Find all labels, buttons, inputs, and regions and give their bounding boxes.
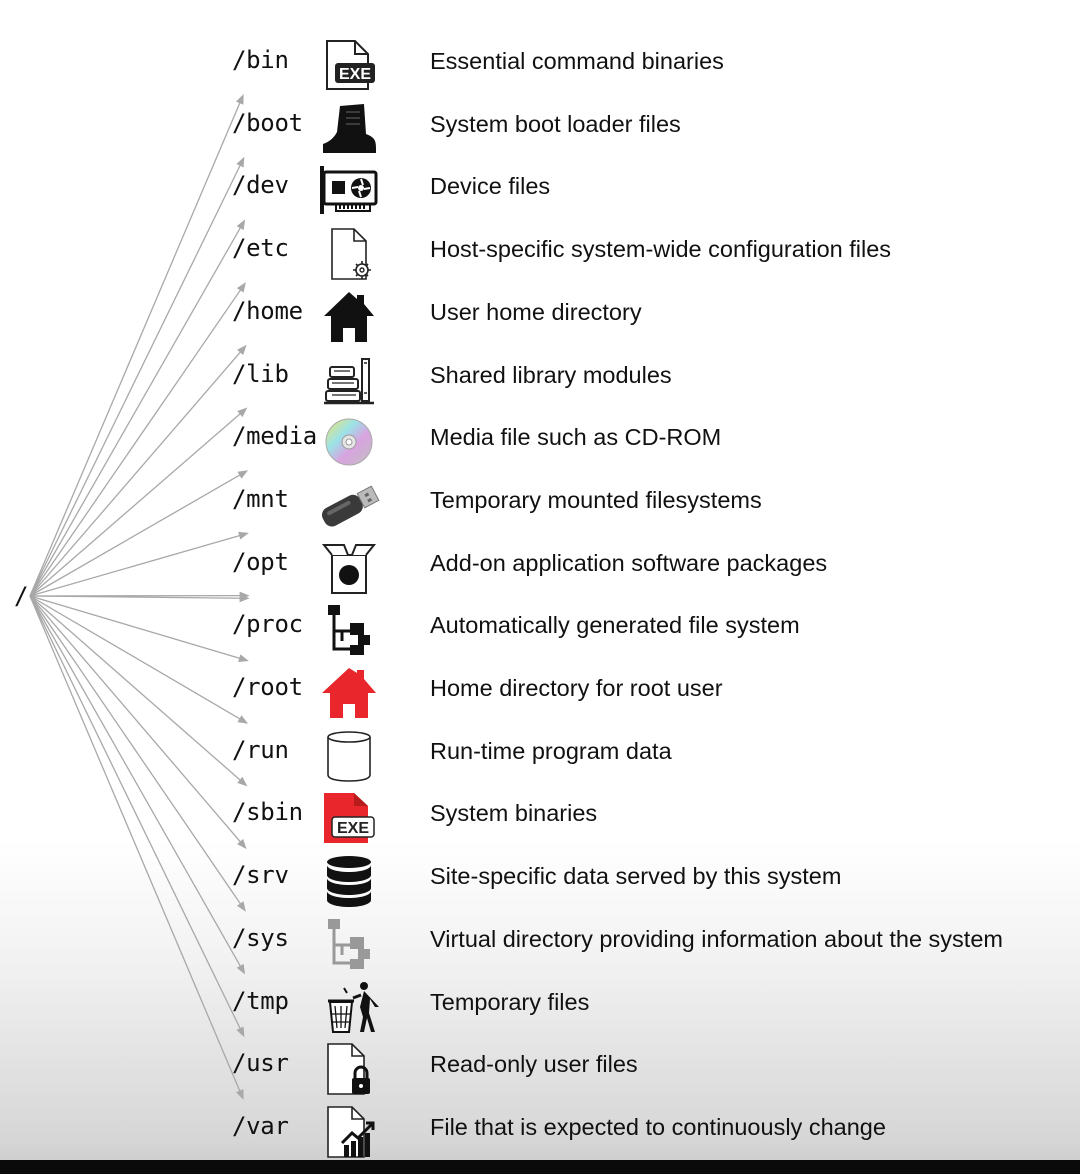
- directory-path: /tmp: [232, 986, 289, 1015]
- library-books-icon: [318, 353, 380, 407]
- directory-row: [0, 1100, 1080, 1162]
- directory-description: Add-on application software packages: [430, 549, 828, 576]
- config-file-icon: [318, 227, 380, 281]
- directory-row: [0, 222, 1080, 284]
- directory-description: System boot loader files: [430, 110, 681, 137]
- directory-description: User home directory: [430, 298, 642, 325]
- directory-row: [0, 410, 1080, 472]
- boot-icon: [318, 102, 380, 156]
- directory-row: [0, 285, 1080, 347]
- directory-row: [0, 912, 1080, 974]
- directory-description: Read-only user files: [430, 1051, 638, 1078]
- directory-description: File that is expected to continuously change: [430, 1113, 886, 1140]
- directory-description: Automatically generated file system: [430, 612, 800, 639]
- directory-path: /mnt: [232, 484, 289, 513]
- directory-row: [0, 786, 1080, 848]
- directory-path: /var: [232, 1111, 289, 1140]
- directory-row: [0, 34, 1080, 96]
- directory-row: [0, 598, 1080, 660]
- directory-row: [0, 159, 1080, 221]
- directory-description: Media file such as CD-ROM: [430, 424, 722, 451]
- directory-path: /home: [232, 296, 303, 325]
- red-home-icon: [318, 666, 380, 720]
- directory-row: [0, 473, 1080, 535]
- directory-row: [0, 348, 1080, 410]
- directory-row: [0, 975, 1080, 1037]
- directory-row: [0, 849, 1080, 911]
- directory-path: /sys: [232, 923, 289, 952]
- directory-path: /srv: [232, 861, 289, 890]
- directory-description: System binaries: [430, 800, 598, 827]
- svg-text:EXE: EXE: [336, 820, 370, 838]
- locked-file-icon: [318, 1042, 380, 1096]
- database-icon: [318, 854, 380, 908]
- directory-row: [0, 536, 1080, 598]
- directory-path: /lib: [232, 359, 289, 388]
- directory-path: /opt: [232, 547, 289, 576]
- directory-path: /usr: [232, 1049, 289, 1078]
- cylinder-icon: [318, 729, 380, 783]
- directory-path: /media: [232, 422, 317, 451]
- directory-path: /boot: [232, 108, 303, 137]
- directory-path: /root: [232, 673, 303, 701]
- directory-description: Home directory for root user: [430, 675, 723, 701]
- svg-text:EXE: EXE: [338, 66, 372, 83]
- exe-file-icon: [318, 39, 380, 93]
- directory-row: [0, 661, 1080, 723]
- directory-description: Virtual directory providing information about the system: [430, 925, 1003, 952]
- directory-path: /sbin: [232, 798, 303, 827]
- bottom-bar: [0, 1160, 1080, 1174]
- directory-path: /run: [232, 735, 289, 764]
- directory-description: Run-time program data: [430, 737, 672, 764]
- directory-path: /etc: [232, 234, 289, 263]
- directory-path: /proc: [232, 610, 303, 639]
- directory-path: /bin: [232, 46, 289, 74]
- directory-row: [0, 97, 1080, 159]
- chart-file-icon: [318, 1105, 380, 1159]
- software-package-icon: [318, 541, 380, 595]
- directory-description: Site-specific data served by this system: [430, 863, 842, 890]
- grey-file-tree-icon: [318, 917, 380, 971]
- directory-row: [0, 1037, 1080, 1099]
- red-exe-file-icon: [318, 791, 380, 845]
- root-directory-label: /: [14, 582, 29, 610]
- directory-description: Host-specific system-wide configuration files: [430, 236, 892, 263]
- directory-path: /dev: [232, 171, 289, 200]
- home-icon: [318, 290, 380, 344]
- usb-drive-icon: [318, 478, 380, 532]
- graphics-card-icon: [318, 164, 380, 218]
- cd-rom-icon: [318, 415, 380, 469]
- directory-description: Device files: [430, 173, 551, 200]
- directory-row: [0, 724, 1080, 786]
- directory-description: Temporary mounted filesystems: [430, 486, 762, 513]
- directory-description: Shared library modules: [430, 361, 672, 388]
- trash-bin-icon: [318, 980, 380, 1034]
- directory-description: Essential command binaries: [430, 48, 724, 74]
- directory-description: Temporary files: [430, 988, 590, 1015]
- file-tree-icon: [318, 603, 380, 657]
